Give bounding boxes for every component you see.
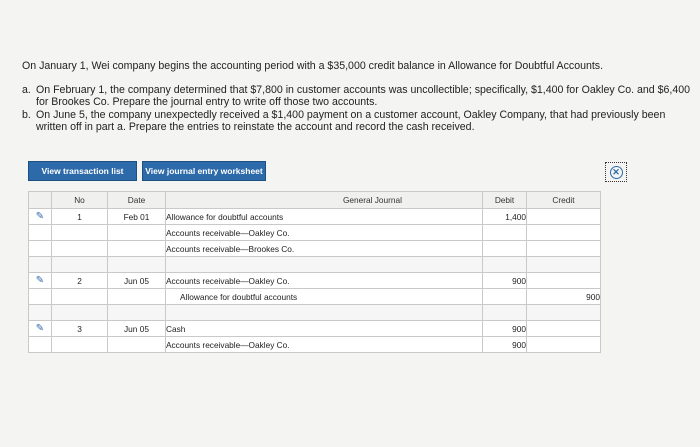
- pencil-icon: ✎: [35, 211, 45, 222]
- blank-cell: [527, 257, 601, 273]
- entry-number: 1: [52, 209, 108, 225]
- table-row: [29, 241, 601, 257]
- entry-number: 3: [52, 321, 108, 337]
- table-row: [29, 321, 601, 337]
- edit-entry-button[interactable]: [29, 209, 52, 225]
- entry-date: [108, 337, 166, 353]
- no-column-header: No: [52, 192, 108, 209]
- blank-cell: [483, 257, 527, 273]
- blank-cell: [52, 305, 108, 321]
- table-row: [29, 225, 601, 241]
- blank-cell: [52, 257, 108, 273]
- blank-cell: [483, 305, 527, 321]
- account-cell: Accounts receivable—Brookes Co.: [166, 241, 483, 257]
- edit-column-header: [29, 192, 52, 209]
- debit-cell: [483, 241, 527, 257]
- pencil-icon: ✎: [35, 275, 45, 286]
- credit-cell: [527, 241, 601, 257]
- date-column-header: Date: [108, 192, 166, 209]
- table-row: [29, 289, 601, 305]
- account-cell: Cash: [166, 321, 483, 337]
- account-cell: Accounts receivable—Oakley Co.: [166, 225, 483, 241]
- entry-date: [108, 225, 166, 241]
- account-cell: Accounts receivable—Oakley Co.: [166, 337, 483, 353]
- table-row: [29, 337, 601, 353]
- debit-cell: 900: [483, 273, 527, 289]
- entry-date: [108, 289, 166, 305]
- edit-cell: [29, 241, 52, 257]
- view-transaction-list-button[interactable]: View transaction list: [28, 161, 137, 181]
- debit-cell: 900: [483, 321, 527, 337]
- entry-date: [108, 241, 166, 257]
- credit-column-header: Credit: [527, 192, 601, 209]
- credit-cell: [527, 337, 601, 353]
- entry-number: [52, 289, 108, 305]
- problem-intro: On January 1, Wei company begins the accounting period with a $35,000 credit balance in Allowance for Doubtful Accounts.: [22, 60, 604, 72]
- entry-number: 2: [52, 273, 108, 289]
- entry-number: [52, 241, 108, 257]
- entry-date: Jun 05: [108, 273, 166, 289]
- part-text: On February 1, the company determined that $7,800 in customer accounts was uncollectible; specifically, $1,400 for Oakley Co. and $6,400 for Brookes Co. Prepare the journal entry to write off those two accounts.: [36, 83, 691, 108]
- credit-cell: [527, 321, 601, 337]
- problem-part-b: [22, 109, 692, 134]
- edit-cell: [29, 305, 52, 321]
- account-cell: Allowance for doubtful accounts: [166, 289, 483, 305]
- blank-cell: [108, 305, 166, 321]
- table-row: [29, 257, 601, 273]
- credit-cell: [527, 225, 601, 241]
- table-row: [29, 209, 601, 225]
- part-label: b.: [22, 108, 31, 121]
- general-journal-table: [28, 191, 601, 353]
- edit-cell: [29, 289, 52, 305]
- debit-column-header: Debit: [483, 192, 527, 209]
- edit-entry-button[interactable]: [29, 273, 52, 289]
- close-circle-icon: ✕: [610, 166, 623, 179]
- edit-cell: [29, 225, 52, 241]
- edit-cell: [29, 257, 52, 273]
- problem-part-a: [22, 84, 692, 109]
- entry-number: [52, 225, 108, 241]
- credit-cell: 900: [527, 289, 601, 305]
- debit-cell: 1,400: [483, 209, 527, 225]
- table-header-row: [29, 192, 601, 209]
- view-journal-entry-worksheet-button[interactable]: View journal entry worksheet: [142, 161, 266, 181]
- account-cell: Accounts receivable—Oakley Co.: [166, 273, 483, 289]
- credit-cell: [527, 273, 601, 289]
- entry-date: Feb 01: [108, 209, 166, 225]
- general-journal-column-header: General Journal: [166, 192, 483, 209]
- blank-cell: [527, 305, 601, 321]
- blank-cell: [166, 257, 483, 273]
- entry-date: Jun 05: [108, 321, 166, 337]
- problem-statement: [22, 60, 692, 134]
- table-row: [29, 273, 601, 289]
- blank-cell: [108, 257, 166, 273]
- pencil-icon: ✎: [35, 323, 45, 334]
- close-button[interactable]: [605, 162, 627, 182]
- edit-entry-button[interactable]: [29, 321, 52, 337]
- account-cell: Allowance for doubtful accounts: [166, 209, 483, 225]
- table-row: [29, 305, 601, 321]
- blank-cell: [166, 305, 483, 321]
- part-text: On June 5, the company unexpectedly received a $1,400 payment on a customer account, Oakley Company, that had previously been written off in part a. Prepare the entries to reinstate the account and record the cash received.: [36, 108, 666, 133]
- entry-number: [52, 337, 108, 353]
- debit-cell: [483, 225, 527, 241]
- problem-parts: [22, 84, 692, 134]
- debit-cell: 900: [483, 337, 527, 353]
- edit-cell: [29, 337, 52, 353]
- credit-cell: [527, 209, 601, 225]
- debit-cell: [483, 289, 527, 305]
- part-label: a.: [22, 83, 31, 96]
